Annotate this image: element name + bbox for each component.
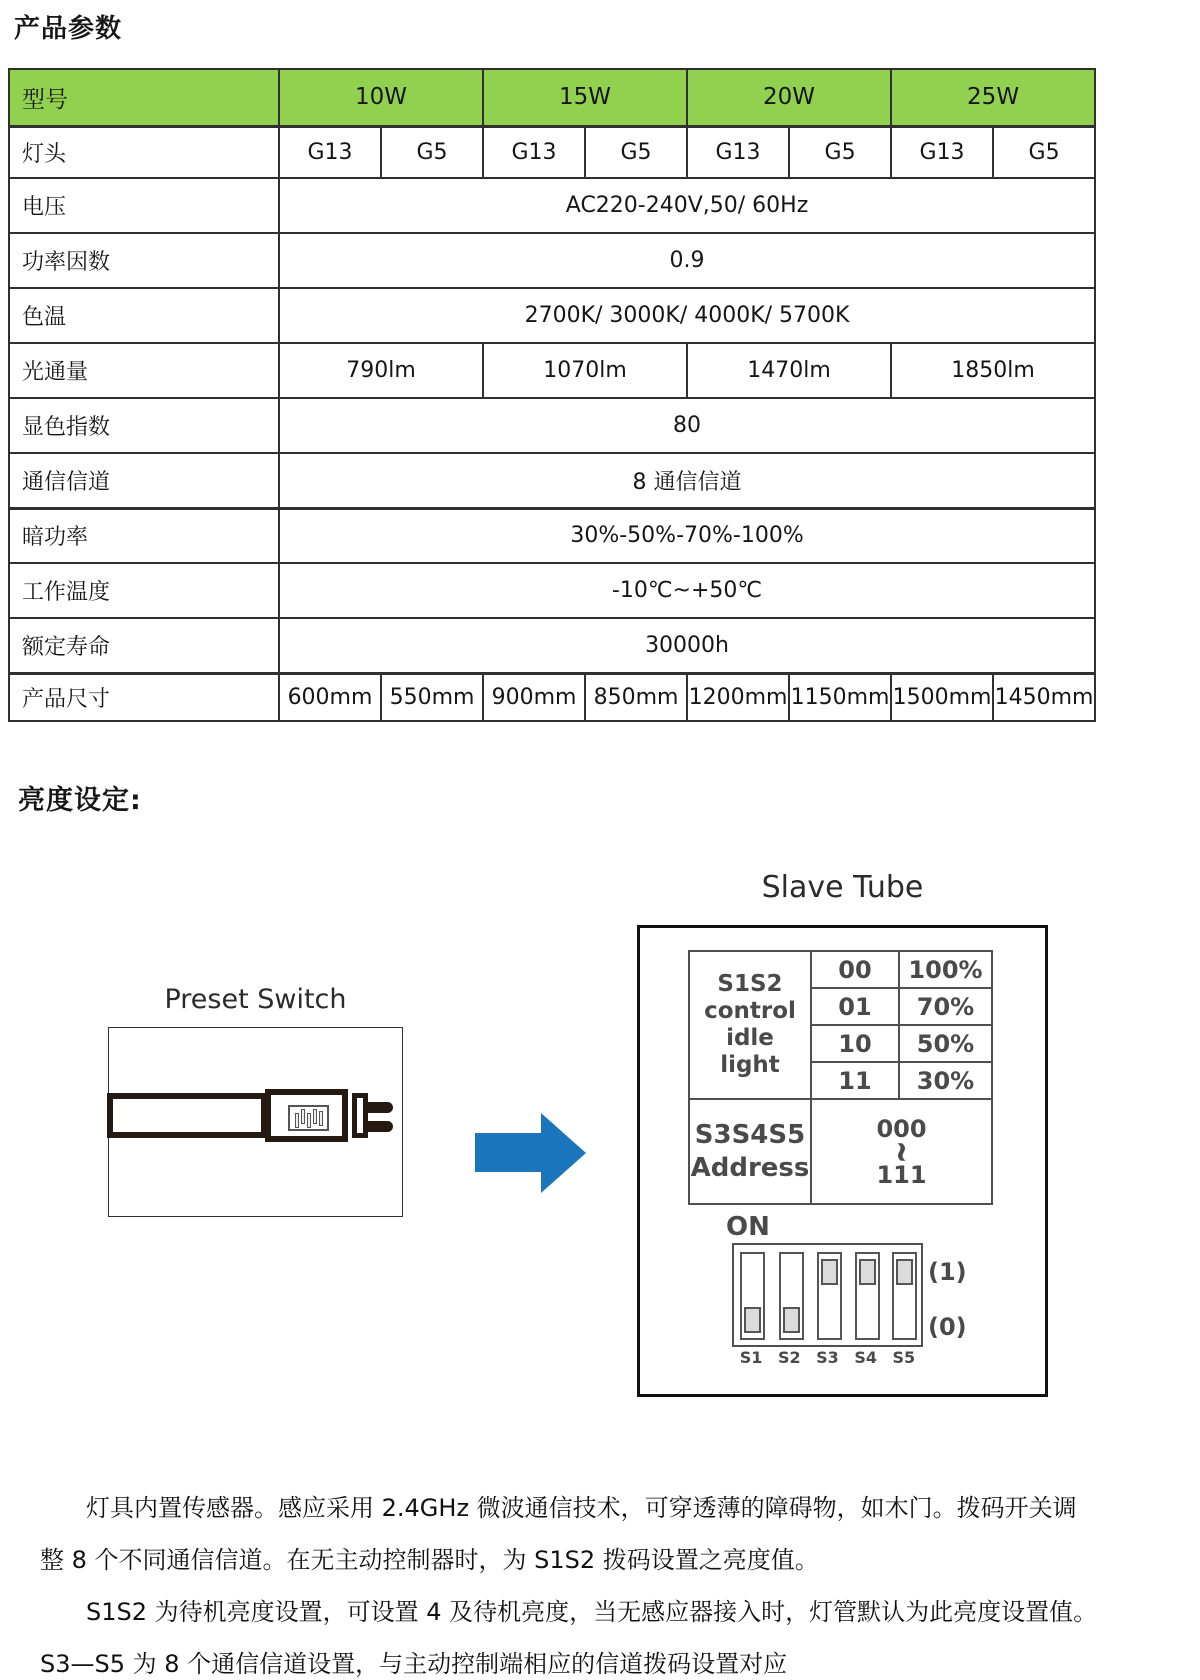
address-from: 000 (876, 1114, 927, 1143)
cell-flux-15w: 1070lm (483, 343, 687, 398)
address-range-cell (811, 1099, 992, 1204)
cell-base-3: G13 (483, 126, 585, 178)
dip-slot-s4 (855, 1252, 880, 1340)
cell-base-8: G5 (993, 126, 1095, 178)
table-row-base (9, 126, 1095, 178)
preset-switch-label: Preset Switch (164, 984, 347, 1015)
dip-slider-s1 (744, 1307, 761, 1333)
dip-slot-s2 (779, 1252, 804, 1340)
cell-voltage: AC220-240V,50/ 60Hz (279, 178, 1095, 233)
row-label-model: 型号 (9, 69, 279, 126)
row-label-flux: 光通量 (9, 343, 279, 398)
dip-slider-s5 (896, 1259, 913, 1285)
tube-pin-bottom (368, 1121, 393, 1132)
note-line-4: S3—S5 为 8 个通信信道设置，与主动控制端相应的信道拨码设置对应 (40, 1650, 788, 1678)
cell-base-5: G13 (687, 126, 789, 178)
cell-size-5: 1200mm (687, 673, 789, 721)
arrow-shaft (475, 1133, 542, 1172)
cell-flux-10w: 790lm (279, 343, 483, 398)
model-25w: 25W (891, 69, 1095, 126)
dip-slider-s4 (859, 1259, 876, 1285)
table-row-channels (9, 453, 1095, 508)
dip-on-label: ON (726, 1212, 770, 1242)
tube-end-bar (352, 1093, 368, 1138)
dip-name-s3: S3 (816, 1348, 839, 1367)
table-row-cri (9, 398, 1095, 453)
table-row-dim-power (9, 508, 1095, 563)
table-row-size (9, 673, 1095, 721)
dip-slider-s3 (821, 1259, 838, 1285)
cell-base-4: G5 (585, 126, 687, 178)
cell-base-6: G5 (789, 126, 891, 178)
dip-slot-s5 (892, 1252, 917, 1340)
address-label-line1: S3S4S5 (694, 1119, 806, 1150)
cell-size-8: 1450mm (993, 673, 1095, 721)
level-100: 100% (899, 951, 992, 988)
arrow-head (541, 1113, 586, 1193)
cell-cri: 80 (279, 398, 1095, 453)
section-title-brightness: 亮度设定: (18, 785, 142, 816)
idle-header-line4: light (720, 1052, 780, 1078)
cell-cct: 2700K/ 3000K/ 4000K/ 5700K (279, 288, 1095, 343)
cell-base-1: G13 (279, 126, 381, 178)
model-10w: 10W (279, 69, 483, 126)
cell-lifetime: 30000h (279, 618, 1095, 673)
cell-flux-25w: 1850lm (891, 343, 1095, 398)
row-label-voltage: 电压 (9, 178, 279, 233)
cell-dim-power: 30%-50%-70%-100% (279, 508, 1095, 563)
cell-size-7: 1500mm (891, 673, 993, 721)
dip-name-s4: S4 (854, 1348, 877, 1367)
dip-name-s1: S1 (739, 1348, 763, 1367)
note-line-3: S1S2 为待机亮度设置，可设置 4 及待机亮度，当无感应器接入时，灯管默认为此亮度设置值。 (86, 1598, 1098, 1626)
tube-body (107, 1093, 267, 1138)
cell-size-6: 1150mm (789, 673, 891, 721)
bits-00: 00 (811, 951, 899, 988)
cell-base-7: G13 (891, 126, 993, 178)
table-row-cct (9, 288, 1095, 343)
cell-size-2: 550mm (381, 673, 483, 721)
dip-name-s2: S2 (777, 1348, 801, 1367)
level-70: 70% (899, 988, 992, 1025)
slave-tube-label: Slave Tube (761, 870, 924, 905)
cell-size-1: 600mm (279, 673, 381, 721)
row-label-base: 灯头 (9, 126, 279, 178)
table-row-flux (9, 343, 1095, 398)
dip-low-label: (0) (928, 1313, 967, 1341)
table-row-model (9, 69, 1095, 126)
tube-pin-top (368, 1102, 393, 1113)
address-label (689, 1099, 811, 1204)
dip-name-s5: S5 (892, 1348, 916, 1367)
address-label-line2: Address (690, 1152, 810, 1183)
cell-work-temp: -10℃~+50℃ (279, 563, 1095, 618)
notes-block (40, 1482, 1102, 1680)
cell-flux-20w: 1470lm (687, 343, 891, 398)
cell-base-2: G5 (381, 126, 483, 178)
model-15w: 15W (483, 69, 687, 126)
range-squiggle-icon: ~ (879, 1139, 926, 1164)
table-row-voltage (9, 178, 1095, 233)
dip-switch-block (732, 1243, 923, 1347)
idle-header-line3: idle (726, 1025, 774, 1051)
row-label-lifetime: 额定寿命 (9, 618, 279, 673)
table-row-power-factor (9, 233, 1095, 288)
right-arrow-icon (475, 1113, 586, 1193)
idle-header-line2: control (704, 998, 796, 1024)
dip-slot-s1 (740, 1252, 765, 1340)
row-label-size: 产品尺寸 (9, 673, 279, 721)
dip-high-label: (1) (928, 1258, 967, 1286)
bits-11: 11 (811, 1062, 899, 1099)
cell-power-factor: 0.9 (279, 233, 1095, 288)
model-20w: 20W (687, 69, 891, 126)
row-label-work-temp: 工作温度 (9, 563, 279, 618)
idle-table-header (689, 951, 811, 1099)
row-label-dim-power: 暗功率 (9, 508, 279, 563)
address-to: 111 (876, 1160, 927, 1189)
dip-switch-names (732, 1348, 923, 1367)
note-line-2: 整 8 个不同通信信道。在无主动控制器时，为 S1S2 拨码设置之亮度值。 (40, 1546, 819, 1574)
dip-switch-icon (288, 1105, 329, 1131)
bits-10: 10 (811, 1025, 899, 1062)
idle-header-line1: S1S2 (717, 971, 783, 997)
row-label-channels: 通信信道 (9, 453, 279, 508)
cell-size-4: 850mm (585, 673, 687, 721)
row-label-cct: 色温 (9, 288, 279, 343)
row-label-cri: 显色指数 (9, 398, 279, 453)
spec-table (8, 68, 1096, 722)
idle-light-table (688, 950, 993, 1205)
cell-channels: 8 通信信道 (279, 453, 1095, 508)
cell-size-3: 900mm (483, 673, 585, 721)
note-line-1: 灯具内置传感器。感应采用 2.4GHz 微波通信技术，可穿透薄的障碍物，如木门。拨码开关调 (86, 1494, 1077, 1522)
idle-row-1 (689, 951, 992, 988)
table-row-lifetime (9, 618, 1095, 673)
address-row (689, 1099, 992, 1204)
section-title-product-params: 产品参数 (14, 14, 123, 44)
table-row-work-temp (9, 563, 1095, 618)
level-50: 50% (899, 1025, 992, 1062)
dip-slider-s2 (783, 1307, 800, 1333)
bits-01: 01 (811, 988, 899, 1025)
row-label-power-factor: 功率因数 (9, 233, 279, 288)
level-30: 30% (899, 1062, 992, 1099)
dip-slot-s3 (817, 1252, 842, 1340)
